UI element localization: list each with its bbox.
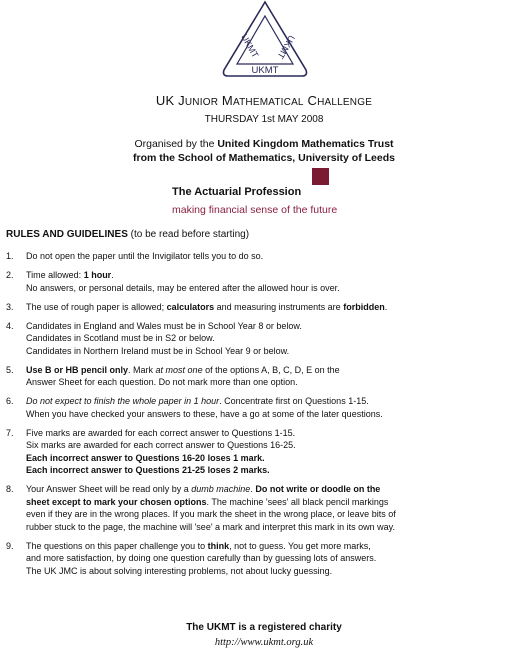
rule-line bbox=[26, 427, 521, 440]
rule-text: of the options A, B, C, D, E on the bbox=[202, 364, 340, 375]
rule-item bbox=[6, 427, 521, 477]
rule-line bbox=[26, 464, 521, 477]
rule-text: even if they are in the wrong places. If you mark the sheet in the wrong place, or leave bits of bbox=[26, 509, 396, 519]
rule-text: Each incorrect answer to Questions 21-25 loses 2 marks. bbox=[26, 465, 270, 475]
rule-line bbox=[26, 408, 521, 421]
rule-text: and measuring instruments are bbox=[214, 301, 344, 312]
rule-item bbox=[6, 364, 521, 389]
rule-text: , not to guess. You get more marks, bbox=[229, 540, 371, 551]
rule-text: sheet except to mark your chosen options bbox=[26, 496, 207, 507]
rule-text: calculators bbox=[166, 301, 215, 312]
rule-line bbox=[26, 364, 521, 377]
rule-text: Five marks are awarded for each correct answer to Questions 1-15. bbox=[26, 427, 296, 438]
rule-text: Candidates in Scotland must be in S2 or below. bbox=[26, 333, 215, 343]
rule-line bbox=[26, 552, 521, 565]
rule-text: Your Answer Sheet will be read only by a bbox=[26, 484, 192, 494]
rule-line bbox=[26, 540, 521, 553]
exam-date: THURSDAY 1st MAY 2008 bbox=[204, 114, 324, 125]
rule-number: 4. bbox=[6, 320, 14, 331]
website-url: http://www.ukmt.org.uk bbox=[214, 637, 314, 648]
rule-line bbox=[26, 345, 521, 358]
rule-line bbox=[26, 250, 521, 263]
rule-line bbox=[26, 496, 521, 509]
rule-text: rubber stuck to the page, the machine will 'see' a mark and interpret this mark in its own way. bbox=[26, 521, 395, 532]
rule-text: When you have checked your answers to these, have a go at some of the later questions. bbox=[26, 408, 383, 419]
logo-text-left: UKMT bbox=[239, 32, 261, 60]
rule-line bbox=[26, 395, 521, 408]
rule-text: Candidates in Northern Ireland must be in School Year 9 or below. bbox=[26, 345, 290, 356]
rule-item bbox=[6, 250, 521, 263]
rule-text: . bbox=[250, 484, 256, 494]
organiser-line-1: Organised by the United Kingdom Mathematics Trust bbox=[134, 138, 394, 150]
rule-number: 1. bbox=[6, 251, 14, 261]
rule-text: at most one bbox=[155, 364, 203, 375]
rule-number: 9. bbox=[6, 540, 14, 551]
rule-text: No answers, or personal details, may be entered after the allowed hour is over. bbox=[26, 282, 340, 293]
rules-heading: RULES AND GUIDELINES (to be read before starting) bbox=[6, 229, 250, 240]
sponsor-name: The Actuarial Profession bbox=[172, 186, 302, 198]
rule-line bbox=[26, 521, 521, 534]
rule-line bbox=[26, 483, 521, 496]
rule-number: 7. bbox=[6, 427, 14, 438]
ukmt-logo bbox=[220, 0, 310, 80]
rule-text: 1 hour bbox=[83, 270, 112, 280]
rule-item bbox=[6, 320, 521, 358]
rule-text: Time allowed: bbox=[26, 270, 84, 280]
rule-line bbox=[26, 269, 521, 282]
rule-line bbox=[26, 565, 521, 578]
rule-number: 6. bbox=[6, 396, 14, 406]
rule-text: Do not open the paper until the Invigilator tells you to do so. bbox=[26, 251, 264, 261]
rule-text: The use of rough paper is allowed; bbox=[26, 301, 167, 312]
rule-number: 3. bbox=[6, 301, 14, 312]
logo-text-bottom: UKMT bbox=[251, 65, 279, 76]
rules-list bbox=[6, 250, 521, 584]
rule-line bbox=[26, 282, 521, 295]
logo-text-right: UKMT bbox=[275, 33, 297, 61]
sponsor-logo-square bbox=[312, 168, 329, 185]
rule-text: Each incorrect answer to Questions 16-20 loses 1 mark. bbox=[26, 452, 265, 463]
rule-text: think bbox=[207, 540, 230, 551]
rule-text: . bbox=[111, 270, 114, 280]
rule-text: . Concentrate first on Questions 1-15. bbox=[219, 396, 369, 406]
rule-text: Answer Sheet for each question. Do not mark more than one option. bbox=[26, 377, 298, 387]
rule-line bbox=[26, 320, 521, 333]
rule-item bbox=[6, 395, 521, 420]
rule-item bbox=[6, 301, 521, 314]
organiser-line-2: from the School of Mathematics, University of Leeds bbox=[133, 152, 395, 164]
rule-item bbox=[6, 269, 521, 294]
charity-note: The UKMT is a registered charity bbox=[186, 622, 342, 633]
rule-item bbox=[6, 540, 521, 578]
rule-text: Use B or HB pencil only bbox=[26, 364, 129, 375]
rule-text: . The machine 'sees' all black pencil markings bbox=[206, 496, 389, 507]
rule-text: Six marks are awarded for each correct answer to Questions 16-25. bbox=[26, 440, 296, 450]
rule-number: 8. bbox=[6, 484, 14, 494]
rule-text: . Mark bbox=[128, 364, 156, 375]
rule-text: The questions on this paper challenge you to bbox=[26, 540, 208, 551]
rule-text: Do not write or doodle on the bbox=[255, 484, 381, 494]
rule-line bbox=[26, 508, 521, 521]
rule-text: and more satisfaction, by doing one question carefully than by guessing lots of answers. bbox=[26, 553, 377, 563]
rule-item bbox=[6, 483, 521, 533]
rule-number: 5. bbox=[6, 364, 14, 375]
rule-text: dumb machine bbox=[191, 484, 251, 494]
rule-number: 2. bbox=[6, 270, 14, 280]
rule-text: Do not expect to finish the whole paper in 1 hour bbox=[26, 396, 220, 406]
rule-line bbox=[26, 376, 521, 389]
rule-text: Candidates in England and Wales must be in School Year 8 or below. bbox=[26, 320, 302, 331]
rule-text: forbidden bbox=[343, 301, 385, 312]
rule-line bbox=[26, 332, 521, 345]
rule-text: The UK JMC is about solving interesting problems, not about lucky guessing. bbox=[26, 565, 333, 576]
rule-line bbox=[26, 439, 521, 452]
page-title: UK JUNIOR MATHEMATICAL CHALLENGE bbox=[155, 93, 373, 108]
rule-text: . bbox=[384, 301, 388, 312]
rule-line bbox=[26, 301, 521, 314]
rule-line bbox=[26, 452, 521, 465]
sponsor-tagline: making financial sense of the future bbox=[172, 204, 338, 216]
